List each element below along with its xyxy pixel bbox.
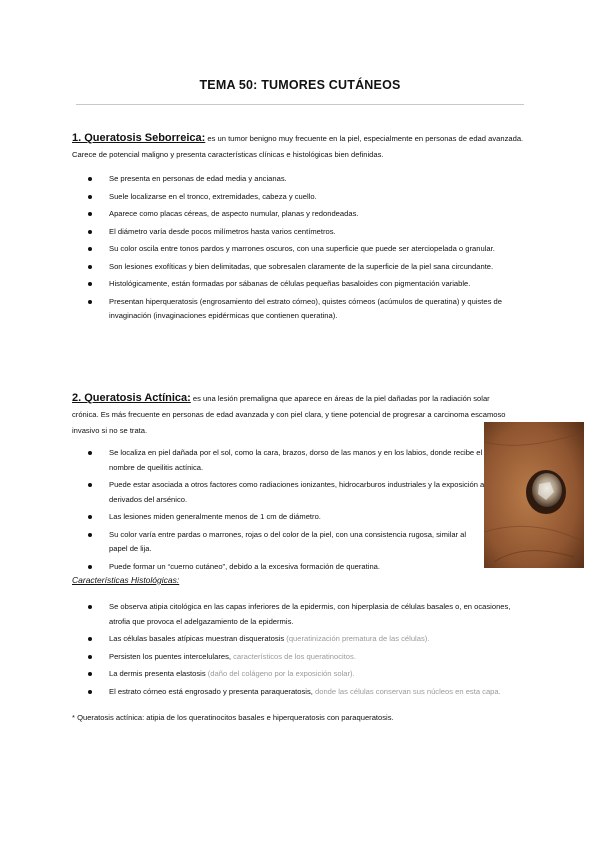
list-item-note: característicos de los queratinocitos. [233, 651, 356, 661]
list-item: Puede formar un “cuerno cutáneo”, debido a la excesiva formación de queratina. [85, 560, 485, 575]
list-item: Se presenta en personas de edad media y ancianas. [85, 172, 525, 187]
list-item: Las lesiones miden generalmente menos de 1 cm de diámetro. [85, 510, 485, 525]
list-item [85, 667, 525, 682]
list-item: Su color varía entre pardas o marrones, rojas o del color de la piel, con una consistencia rugosa, similar al papel de lija. [85, 528, 485, 557]
list-item: Histológicamente, están formadas por sábanas de células pequeñas basaloides con pigmentación variable. [85, 277, 525, 292]
list-item [85, 632, 525, 647]
list-item [85, 650, 525, 665]
list-item-text: El estrato córneo está engrosado y presenta paraqueratosis, [109, 686, 315, 696]
list-item: Puede estar asociada a otros factores como radiaciones ionizantes, hidrocarburos industriales y la exposición a derivados del arsénico. [85, 478, 485, 507]
histology-heading: Características Histológicas: [72, 575, 180, 585]
section-2-heading: 2. Queratosis Actínica: [72, 392, 191, 404]
section-2-list [85, 446, 485, 577]
list-item-text: Las células basales atípicas muestran disqueratosis [109, 634, 287, 643]
list-item: Suele localizarse en el tronco, extremidades, cabeza y cuello. [85, 190, 525, 205]
list-item-text: Se observa atipia citológica en las capas inferiores de la epidermis, con hiperplasia de células basales o, en ocasiones, atrofia que provoca el adelgazamiento de la epidermis. [109, 602, 511, 626]
section-2-text: es una lesión premaligna que aparece en áreas de la piel dañadas por la radiación solar crónica. Es más frecuente en personas de edad avanzada y con piel clara, y tiene potencial de progresar a carcinoma escamoso invasivo si no se trata. [72, 394, 506, 435]
histology-list [85, 600, 525, 702]
list-item: Su color oscila entre tonos pardos y marrones oscuros, con una superficie que puede ser aterciopelada o granular. [85, 242, 525, 257]
list-item [85, 600, 525, 629]
list-item: Se localiza en piel dañada por el sol, como la cara, brazos, dorso de las manos y en los labios, donde recibe el nombre de queilitis actínica. [85, 446, 485, 475]
list-item: Son lesiones exofíticas y bien delimitadas, que sobresalen claramente de la superficie de la piel sana circundante. [85, 260, 525, 275]
list-item-note: (daño del colágeno por la exposición solar). [207, 669, 355, 678]
list-item-note: donde las células conservan sus núcleos en esta capa. [315, 686, 501, 696]
section-1-text: es un tumor benigno muy frecuente en la piel, especialmente en personas de edad avanzada. Carece de potencial maligno y presenta características clínicas e histológicas bien definidas. [72, 134, 524, 159]
list-item: El diámetro varía desde pocos milímetros hasta varios centímetros. [85, 225, 525, 240]
section-1-heading: 1. Queratosis Seborreica: [72, 132, 206, 144]
list-item: Aparece como placas céreas, de aspecto numular, planas y redondeadas. [85, 207, 525, 222]
title-divider [76, 104, 524, 105]
section-2-intro [72, 390, 512, 439]
skin-lesion-image [484, 422, 584, 568]
section-1-list [85, 172, 525, 327]
list-item [85, 685, 525, 700]
actinic-keratosis-photo [484, 422, 584, 568]
list-item-text: Persisten los puentes intercelulares, [109, 651, 234, 661]
list-item-text: La dermis presenta elastosis [109, 669, 208, 678]
list-item: Presentan hiperqueratosis (engrosamiento del estrato córneo), quistes córneos (acúmulos de queratina) y quistes de invaginación (invaginaciones epidérmicas que contienen queratina). [85, 295, 525, 324]
footnote: * Queratosis actínica: atipia de los queratinocitos basales e hiperqueratosis con paraqueratosis. [72, 713, 394, 722]
list-item-note: (queratinización prematura de las células). [286, 634, 430, 643]
section-1-intro [72, 130, 524, 163]
page-title: TEMA 50: TUMORES CUTÁNEOS [199, 78, 401, 92]
